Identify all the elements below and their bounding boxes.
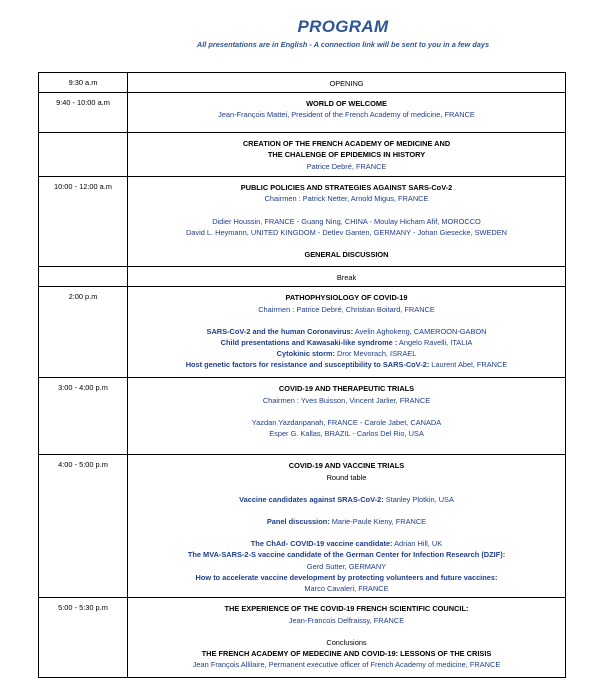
time-cell: 10:00 - 12:00 a.m [39,177,128,267]
session-title: WORLD OF WELCOME [306,99,387,109]
session-title: COVID-19 AND THERAPEUTIC TRIALS [278,384,415,394]
content-cell [128,598,566,678]
talk: Vaccine candidates against SRAS-CoV-2: Stanley Plotkin, USA [239,494,454,504]
content-cell [128,287,566,378]
time-cell: 3:00 - 4:00 p.m [39,378,128,455]
chairmen: Chairmen : Yves Buisson, Vincent Jarlier, FRANCE [262,395,431,405]
content-cell [128,133,566,177]
time-cell: 9:40 - 10:00 a.m [39,93,128,133]
talk: Panel discussion: Marie-Paule Kieny, FRANCE [266,517,427,527]
time-cell [39,267,128,287]
session-title: THE CHALENGE OF EPIDEMICS IN HISTORY [267,150,426,160]
time-cell: 5:00 - 5:30 p.m [39,598,128,678]
talk: SARS-CoV-2 and the human Coronavirus: Avelin Aghokeng, CAMEROON-GABON [206,326,487,336]
general-discussion: GENERAL DISCUSSION [304,250,389,260]
content-cell [128,455,566,598]
program-row [39,177,566,267]
time-cell: 9:30 a.m [39,73,128,93]
speaker: Patrice Debré, FRANCE [306,161,387,171]
talk: Host genetic factors for resistance and susceptibility to SARS-CoV-2: Laurent Abel, FRANCE [185,360,508,370]
time-cell: 2:00 p.m [39,287,128,378]
conclusions-label: Conclusions [326,637,367,647]
speaker-list: Didier Houssin, FRANCE - Guang Ning, CHINA - Moulay Hicham Afif, MOROCCO [212,216,481,226]
content-cell [128,378,566,455]
content-cell [128,73,566,93]
session-title: COVID-19 AND VACCINE TRIALS [288,461,405,471]
talk: The ChAd- COVID-19 vaccine candidate: Adrian Hill, UK [250,539,443,549]
talk: Cytokinic storm: Dror Mevorach, ISRAEL [276,349,417,359]
speaker: Gerd Sutter, GERMANY [306,561,387,571]
talk-title: The MVA-SARS-2-S vaccine candidate of the German Center for Infection Research (DZIF): [187,550,506,560]
program-row [39,93,566,133]
session-subtitle: Round table [326,472,367,482]
talk: Child presentations and Kawasaki-like syndrome : Angelo Ravelli, ITALIA [220,338,473,348]
session-title: CREATION OF THE FRENCH ACADEMY OF MEDICINE AND [242,139,451,149]
program-row [39,267,566,287]
program-row [39,598,566,678]
speaker: Jean-François Mattei, President of the French Academy of medicine, FRANCE [218,110,475,120]
speaker: Jean-Francois Delfraissy, FRANCE [288,615,405,625]
speaker-list: Esper G. Kallas, BRAZIL - Carlos Del Rio, USA [269,429,424,439]
session-title: OPENING [329,79,364,88]
time-cell: 4:00 - 5:00 p.m [39,455,128,598]
program-table [38,72,566,678]
page-title: PROGRAM [297,17,389,36]
chairmen: Chairmen : Patrick Netter, Arnold Migus, FRANCE [264,194,429,204]
speaker: Marco Cavaleri, FRANCE [304,584,389,594]
speaker-list: David L. Heymann, UNITED KINGDOM - Detlev Ganten, GERMANY - Johan Giesecke, SWEDEN [185,227,508,237]
page-subtitle: All presentations are in English - A connection link will be sent to you in a few days [196,40,490,49]
content-cell [128,267,566,287]
content-cell [128,177,566,267]
content-cell [128,93,566,133]
time-cell [39,133,128,177]
program-row [39,73,566,93]
program-row [39,133,566,177]
chairmen: Chairmen : Patrice Debré, Christian Boitard, FRANCE [258,304,435,314]
session-title: PATHOPHYSIOLOGY OF COVID-19 [285,293,408,303]
session-title: PUBLIC POLICIES AND STRATEGIES AGAINST SARS-CoV-2 [240,183,453,193]
program-row [39,287,566,378]
session-title: THE EXPERIENCE OF THE COVID-19 FRENCH SCIENTIFIC COUNCIL: [224,604,469,614]
session-title: THE FRENCH ACADEMY OF MEDECINE AND COVID-19: LESSONS OF THE CRISIS [201,649,492,659]
speaker: Jean François Allilaire, Permanent executive officer of French Academy of medicine, FRANCE [192,660,501,670]
break-label: Break [336,273,357,283]
program-row [39,455,566,598]
talk-title: How to accelerate vaccine development by protecting volunteers and future vaccines: [195,572,498,582]
program-row [39,378,566,455]
speaker-list: Yazdan Yazdanpanah, FRANCE - Carole Jabet, CANADA [251,417,442,427]
